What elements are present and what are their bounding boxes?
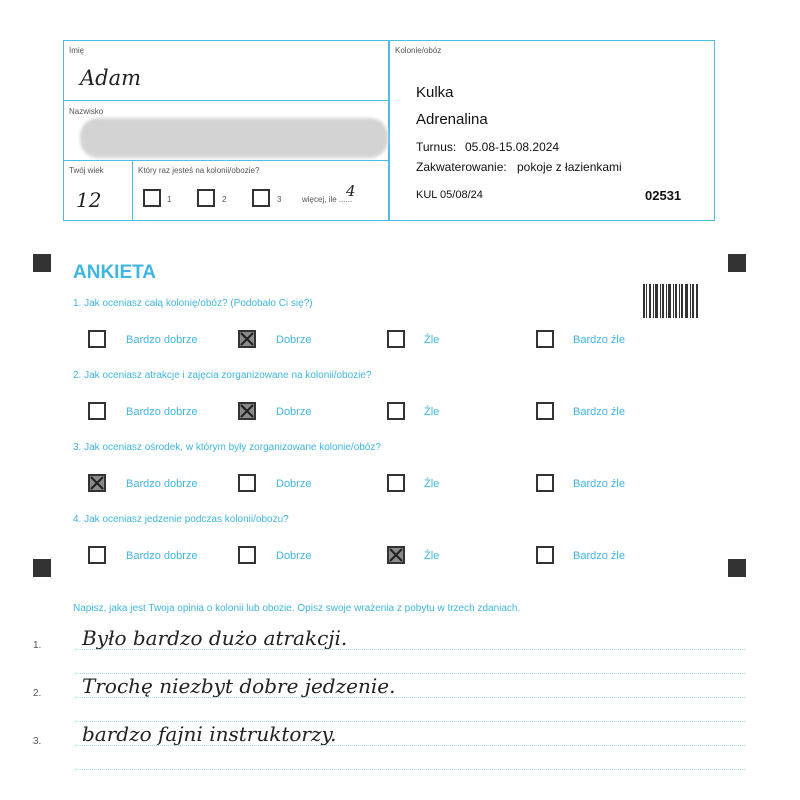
q4-option-label: Bardzo dobrze	[126, 550, 198, 562]
times-more-label: więcej, ile ......	[302, 195, 353, 204]
q3-option-label: Źle	[424, 478, 440, 490]
opinion-line-text[interactable]: Trochę niezbyt dobre jedzenie.	[82, 674, 396, 698]
q2-option-label: Źle	[424, 406, 440, 418]
q4-option-checkbox[interactable]	[88, 546, 106, 564]
q1-option-checkbox[interactable]	[387, 330, 405, 348]
q1-option-label: Bardzo dobrze	[126, 334, 198, 346]
check-mark-icon	[240, 332, 254, 346]
camp-name: Kulka	[416, 84, 454, 101]
q4-option-checkbox[interactable]	[238, 546, 256, 564]
q3-option-label: Bardzo źle	[573, 478, 625, 490]
q2-option-checkbox[interactable]	[238, 402, 256, 420]
q2-option-label: Dobrze	[276, 406, 312, 418]
q3-option-checkbox[interactable]	[387, 474, 405, 492]
q3-option-checkbox[interactable]	[536, 474, 554, 492]
q4-option-checkbox[interactable]	[536, 546, 554, 564]
barcode-icon	[643, 284, 698, 318]
q2-option-label: Bardzo źle	[573, 406, 625, 418]
redacted-last-name	[80, 118, 388, 158]
times-option-3: 3	[277, 195, 282, 204]
accommodation-value: pokoje z łazienkami	[517, 160, 622, 174]
camp-code: KUL 05/08/24	[416, 189, 483, 201]
opinion-line-text[interactable]: bardzo fajni instruktorzy.	[82, 722, 337, 746]
q3-option-label: Bardzo dobrze	[126, 478, 198, 490]
times-option-2: 2	[222, 195, 227, 204]
divider	[63, 100, 389, 101]
q4-option-label: Bardzo źle	[573, 550, 625, 562]
times-checkbox-3[interactable]	[252, 189, 270, 207]
q2-option-checkbox[interactable]	[88, 402, 106, 420]
camp-label: Kolonie/obóz	[395, 46, 442, 55]
camp-subtitle: Adrenalina	[416, 111, 488, 128]
divider	[63, 160, 389, 161]
q4-option-checkbox[interactable]	[387, 546, 405, 564]
q3-option-checkbox[interactable]	[238, 474, 256, 492]
check-mark-icon	[90, 476, 104, 490]
first-name-label: Imię	[69, 46, 85, 55]
q1-option-checkbox[interactable]	[238, 330, 256, 348]
age-label: Twój wiek	[69, 166, 104, 175]
q1-option-label: Dobrze	[276, 334, 312, 346]
writing-line	[75, 745, 745, 746]
writing-line	[75, 769, 745, 770]
registration-marker	[728, 559, 746, 577]
times-checkbox-1[interactable]	[143, 189, 161, 207]
accommodation-label: Zakwaterowanie:	[416, 160, 507, 174]
question-text: 2. Jak oceniasz atrakcje i zajęcia zorganizowane na kolonii/obozie?	[73, 370, 372, 381]
camp-number: 02531	[645, 188, 682, 203]
registration-marker	[33, 559, 51, 577]
q1-option-checkbox[interactable]	[88, 330, 106, 348]
registration-marker	[33, 254, 51, 272]
times-label: Który raz jesteś na kolonii/obozie?	[138, 166, 260, 175]
times-checkbox-2[interactable]	[197, 189, 215, 207]
opinion-line-text[interactable]: Było bardzo dużo atrakcji.	[82, 626, 348, 650]
q3-option-label: Dobrze	[276, 478, 312, 490]
q1-option-checkbox[interactable]	[536, 330, 554, 348]
turnus-value: 05.08-15.08.2024	[465, 140, 560, 154]
registration-marker	[728, 254, 746, 272]
check-mark-icon	[240, 404, 254, 418]
question-text: 1. Jak oceniasz całą kolonię/obóz? (Podobało Ci się?)	[73, 298, 313, 309]
q4-option-label: Źle	[424, 550, 440, 562]
q2-option-checkbox[interactable]	[536, 402, 554, 420]
age-value[interactable]: 12	[76, 188, 102, 212]
q1-option-label: Źle	[424, 334, 440, 346]
writing-line	[75, 697, 745, 698]
turnus-label: Turnus:	[416, 140, 457, 154]
times-more-value[interactable]: 4	[346, 182, 356, 200]
writing-line	[75, 649, 745, 650]
q4-option-label: Dobrze	[276, 550, 312, 562]
divider	[132, 160, 133, 221]
survey-title: ANKIETA	[73, 262, 157, 283]
q1-option-label: Bardzo źle	[573, 334, 625, 346]
first-name-value[interactable]: Adam	[80, 66, 142, 90]
q3-option-checkbox[interactable]	[88, 474, 106, 492]
opinion-line-number: 2.	[33, 688, 42, 699]
opinion-line-number: 3.	[33, 736, 42, 747]
times-option-1: 1	[167, 195, 172, 204]
check-mark-icon	[389, 548, 403, 562]
q2-option-checkbox[interactable]	[387, 402, 405, 420]
question-text: 3. Jak oceniasz ośrodek, w którym były zorganizowane kolonie/obóz?	[73, 442, 381, 453]
opinion-prompt: Napisz, jaka jest Twoja opinia o kolonii lub obozie. Opisz swoje wrażenia z pobytu w trzech zdaniach.	[73, 603, 521, 614]
last-name-label: Nazwisko	[69, 107, 104, 116]
q2-option-label: Bardzo dobrze	[126, 406, 198, 418]
question-text: 4. Jak oceniasz jedzenie podczas kolonii/obozu?	[73, 514, 289, 525]
opinion-line-number: 1.	[33, 640, 42, 651]
